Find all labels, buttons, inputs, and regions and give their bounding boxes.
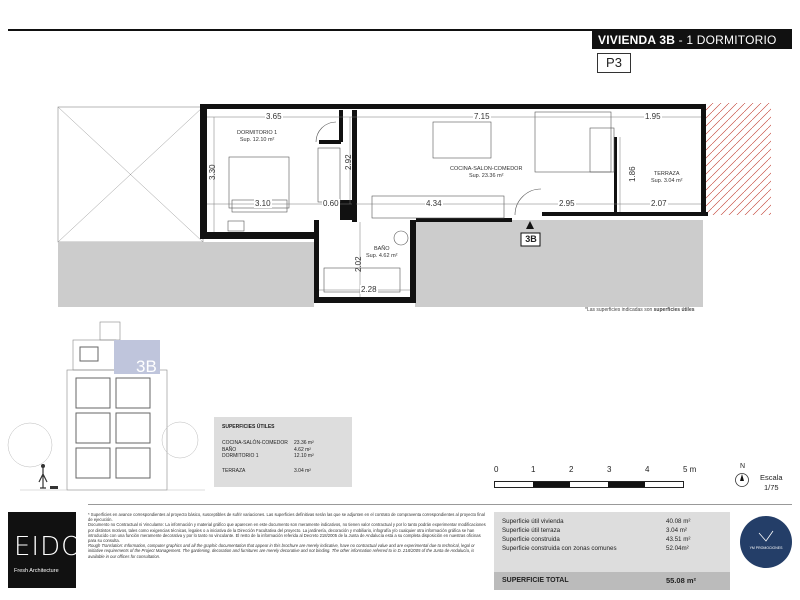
disclaimer-es-1: * Superficies en avance correspondientes al proyecto básico, susceptibles de sufrir variaciones. Las superficies definitivas serán las que se adjunten en el contrato de compraventa correspondientes al proyecto final de ejecución. <box>88 512 485 523</box>
north-label: N <box>740 463 746 470</box>
row-label: COCINA-SALÓN-COMEDOR <box>222 440 288 446</box>
surface-summary <box>494 512 730 572</box>
scale-tick: 3 <box>607 465 612 474</box>
promoter-logo <box>740 516 792 568</box>
logo-name: EIDO <box>14 532 83 562</box>
logo-tagline: Fresh Architecture <box>14 568 59 574</box>
room-area: Sup. 23.36 m² <box>468 173 504 179</box>
promoter-name: YM PROMOCIONES <box>749 546 783 550</box>
surface-note <box>585 307 695 313</box>
room-area: Sup. 4.62 m² <box>366 253 398 259</box>
scale-tick: 4 <box>645 465 650 474</box>
compass-icon <box>734 472 750 488</box>
dimension-label: 2.28 <box>361 285 377 294</box>
room-name: COCINA-SALON-COMEDOR <box>450 166 523 172</box>
summary-label: Superficie útil vivienda <box>502 518 564 525</box>
architect-logo <box>8 512 83 588</box>
dimension-label: 3.65 <box>266 112 282 121</box>
disclaimer-es-2: Documento no Contractual ni Vinculante: La información y material gráfico que aparecen en este documento son meramente indicativos, no tienen valor contractual y por lo tanto podrán experimentar modificaciones por distintos motivos, tales como exigencias técnicas, legales o a iniciativa de la Dirección Facultativa del proyecto. La jardinería, decoración y mobiliario, infografía y/o cualquier otra información gráfica se han introducido con una función meramente decorativa y por lo tanto no vinculante. El resto de la información referida al Decreto 218/2005 de la Junta de Andalucía está a su completa disposición en nuestras oficinas para su consulta. <box>88 522 486 544</box>
room-name: DORMITORIO 1 <box>237 130 278 136</box>
summary-label: Superficie construida <box>502 536 560 543</box>
scale-tick: 1 <box>531 465 536 474</box>
promoter-mark-icon <box>758 530 774 544</box>
table-row <box>222 468 344 475</box>
dimension-label: 2.07 <box>651 199 667 208</box>
facade-elevation <box>0 318 205 503</box>
dimension-label: 4.34 <box>426 199 442 208</box>
room-living <box>450 166 522 180</box>
scale-label <box>760 473 783 493</box>
room-area: Sup. 3.04 m² <box>651 178 683 184</box>
total-surface <box>494 572 730 590</box>
dimension-label: 7.15 <box>474 112 490 121</box>
summary-value: 52.04m² <box>666 545 689 552</box>
room-bedroom <box>237 130 277 144</box>
table-title: SUPERFICIES ÚTILES <box>222 424 275 430</box>
brick-wall <box>705 103 771 215</box>
scale-tick: 0 <box>494 465 499 474</box>
total-value: 55.08 m² <box>666 576 697 585</box>
summary-value: 3.04 m² <box>666 527 687 534</box>
legal-disclaimer <box>88 512 488 559</box>
row-label: DORMITORIO 1 <box>222 453 259 459</box>
summary-value: 43.51 m² <box>666 536 691 543</box>
scale-bar <box>494 481 684 488</box>
note-bold: superficies útiles <box>653 307 695 313</box>
unit-title <box>592 31 792 49</box>
dimension-label: 2.92 <box>344 154 353 170</box>
row-value: 4.62 m² <box>294 446 311 453</box>
dimension-label: 0.60 <box>323 199 339 208</box>
dimension-label: 2.95 <box>559 199 575 208</box>
row-label: TERRAZA <box>222 467 246 474</box>
scale-tick: 5 m <box>683 465 697 474</box>
floor-badge: P3 <box>597 53 631 73</box>
dimension-label: 1.86 <box>628 166 637 182</box>
useful-surfaces-table <box>214 417 352 487</box>
floor-plan <box>0 95 800 320</box>
summary-label: Superficie construida con zonas comunes <box>502 545 617 552</box>
total-label: SUPERFICIE TOTAL <box>502 577 569 584</box>
scale-tick: 2 <box>569 465 574 474</box>
room-bathroom <box>366 246 398 260</box>
dimension-label: 1.95 <box>645 112 661 121</box>
scale-ratio: 1/75 <box>763 483 779 492</box>
row-value: 23.36 m² <box>294 440 314 446</box>
dimension-label: 3.10 <box>255 199 271 208</box>
scale-word: Escala <box>760 473 783 482</box>
room-area: Sup. 12.10 m² <box>239 137 275 143</box>
entry-label: 3B <box>525 234 537 244</box>
facade-unit-label: 3B <box>136 357 157 376</box>
disclaimer-en: Rough Translation: Information, computer graphics and all the graphic documentation that appear in this brochure are merely indicative, have no contractual value and are experimental due to technical, legal or initiative requirements of the Project Management. The gardening, decoration and furnitures are merely decorative and not binding. The other information referred to in D. 218/2005 of the Junta de Andalucía, is available in our offices for consultation. <box>88 543 475 559</box>
room-terrace <box>651 171 683 185</box>
unit-name: VIVIENDA 3B <box>598 33 676 47</box>
room-name: BAÑO <box>373 246 390 252</box>
unit-subtitle: - 1 DORMITORIO <box>675 33 777 47</box>
room-name: TERRAZA <box>653 171 680 177</box>
row-label: BAÑO <box>222 446 237 453</box>
divider <box>88 504 792 505</box>
summary-value: 40.08 m² <box>666 518 691 525</box>
dimension-label: 2.02 <box>354 256 363 272</box>
dimension-label: 3.30 <box>208 164 217 180</box>
row-value: 3.04 m² <box>294 467 311 474</box>
summary-label: Superficie útil terraza <box>502 527 561 534</box>
row-value: 12.10 m² <box>294 453 314 459</box>
note-text: *Las superficies indicadas son <box>585 307 654 313</box>
